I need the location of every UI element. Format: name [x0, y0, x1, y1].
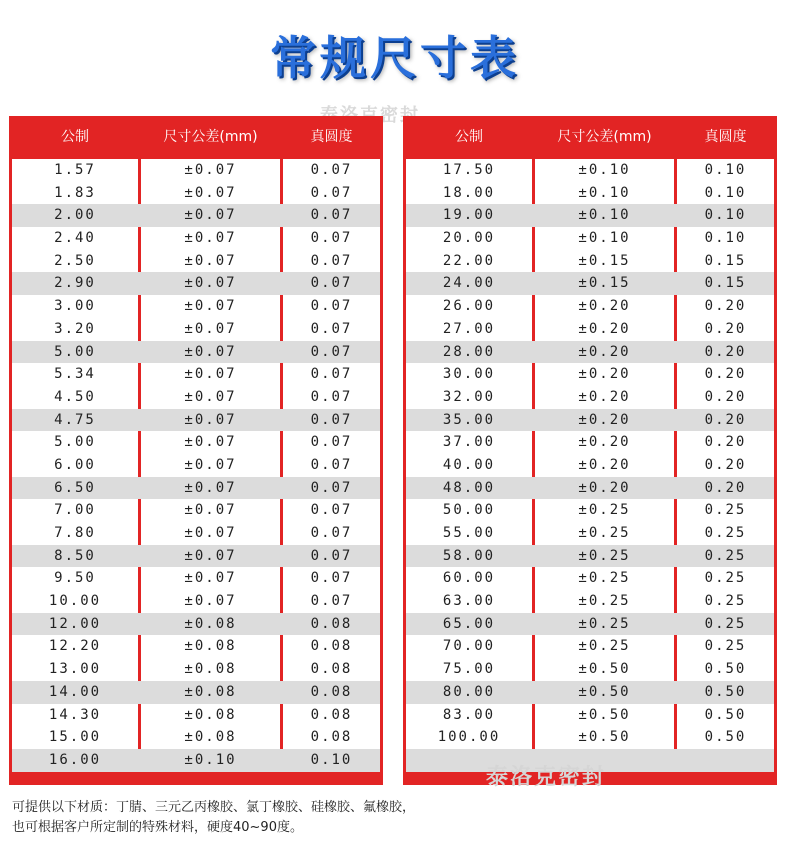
cell-tolerance: ±0.07: [184, 162, 237, 178]
cell-roundness: 0.20: [704, 388, 747, 405]
cell-metric: 60.00: [442, 570, 496, 587]
size-table-right: [403, 116, 777, 785]
table-row: [12, 204, 380, 227]
cell-metric: 65.00: [442, 615, 496, 632]
table-row: [12, 590, 380, 613]
cell-tolerance: ±0.20: [578, 366, 631, 383]
table-row: [406, 409, 774, 432]
cell-metric: 5.00: [54, 343, 96, 360]
cell-tolerance: ±0.07: [184, 184, 237, 201]
cell-roundness: 0.10: [704, 207, 747, 224]
cell-roundness: 0.07: [310, 184, 353, 201]
cell-tolerance: ±0.10: [578, 162, 631, 178]
cell-roundness: 0.20: [704, 479, 747, 496]
cell-tolerance: ±0.07: [184, 275, 237, 292]
table-row: [406, 431, 774, 454]
cell-tolerance: ±0.07: [184, 343, 237, 360]
cell-metric: 15.00: [48, 729, 102, 746]
cell-metric: 58.00: [442, 547, 496, 564]
cell-roundness: 0.20: [704, 456, 747, 473]
table-row: [406, 613, 774, 636]
cell-metric: 83.00: [442, 706, 496, 723]
table-row: [12, 499, 380, 522]
cell-metric: 16.00: [48, 751, 102, 768]
cell-tolerance: ±0.07: [184, 570, 237, 587]
cell-metric: 40.00: [442, 456, 496, 473]
table-row: [406, 522, 774, 545]
size-table-left: [9, 116, 383, 785]
cell-metric: 50.00: [442, 502, 496, 519]
cell-roundness: 0.20: [704, 411, 747, 428]
cell-metric: 2.00: [54, 207, 96, 224]
table-row: [406, 477, 774, 500]
cell-metric: 8.50: [54, 547, 96, 564]
table-row: [406, 658, 774, 681]
cell-metric: 28.00: [442, 343, 496, 360]
cell-tolerance: ±0.08: [184, 683, 237, 700]
cell-roundness: 0.10: [704, 162, 747, 178]
cell-tolerance: ±0.07: [184, 252, 237, 269]
cell-metric: 14.00: [48, 683, 102, 700]
cell-metric: 6.50: [54, 479, 96, 496]
cell-roundness: 0.08: [310, 706, 353, 723]
cell-tolerance: ±0.20: [578, 479, 631, 496]
cell-roundness: 0.07: [310, 502, 353, 519]
cell-metric: 48.00: [442, 479, 496, 496]
table-row: [12, 749, 380, 772]
cell-roundness: 0.07: [310, 547, 353, 564]
table-row: [12, 545, 380, 568]
table-row: [406, 635, 774, 658]
table-row: [406, 250, 774, 273]
table-row: [12, 363, 380, 386]
cell-metric: 35.00: [442, 411, 496, 428]
header-roundness: 真圆度: [704, 129, 747, 145]
cell-metric: 75.00: [442, 661, 496, 678]
cell-metric: 26.00: [442, 298, 496, 315]
cell-tolerance: ±0.08: [184, 615, 237, 632]
cell-roundness: 0.50: [704, 683, 747, 700]
cell-metric: 7.80: [54, 525, 96, 541]
cell-roundness: 0.25: [704, 547, 747, 564]
cell-roundness: 0.25: [704, 638, 747, 655]
cell-roundness: 0.10: [310, 751, 353, 768]
cell-roundness: 0.25: [704, 570, 747, 587]
cell-metric: 5.34: [54, 366, 96, 383]
table-row: [406, 295, 774, 318]
cell-roundness: 0.08: [310, 638, 353, 655]
cell-roundness: 0.07: [310, 434, 353, 451]
page-title: 常规尺寸表: [270, 31, 520, 85]
cell-tolerance: ±0.20: [578, 298, 631, 315]
table-row: [12, 431, 380, 454]
cell-roundness: 0.07: [310, 593, 353, 610]
cell-metric: 55.00: [442, 525, 496, 541]
cell-roundness: 0.20: [704, 366, 747, 383]
cell-tolerance: ±0.25: [578, 593, 631, 610]
cell-roundness: 0.20: [704, 320, 747, 337]
table-row: [406, 272, 774, 295]
cell-roundness: 0.20: [704, 298, 747, 315]
cell-roundness: 0.25: [704, 502, 747, 519]
cell-roundness: 0.07: [310, 479, 353, 496]
cell-metric: 5.00: [54, 434, 96, 451]
material-note: 可提供以下材质：丁腈、三元乙丙橡胶、氯丁橡胶、硅橡胶、氟橡胶，: [12, 800, 416, 815]
table-row: [12, 726, 380, 749]
cell-roundness: 0.07: [310, 525, 353, 541]
cell-roundness: 0.07: [310, 275, 353, 292]
table-row: [12, 658, 380, 681]
cell-tolerance: ±0.07: [184, 456, 237, 473]
table-row: [406, 726, 774, 749]
table-row: [12, 250, 380, 273]
cell-metric: 2.90: [54, 275, 96, 292]
cell-roundness: 0.07: [310, 343, 353, 360]
cell-roundness: 0.08: [310, 729, 353, 746]
cell-tolerance: ±0.20: [578, 343, 631, 360]
table-header: [9, 116, 383, 159]
cell-roundness: 0.10: [704, 184, 747, 201]
cell-roundness: 0.07: [310, 570, 353, 587]
cell-roundness: 0.15: [704, 275, 747, 292]
table-row: [406, 499, 774, 522]
cell-metric: 18.00: [442, 184, 496, 201]
cell-metric: 63.00: [442, 593, 496, 610]
table-row: [406, 704, 774, 727]
table-row: [12, 635, 380, 658]
cell-tolerance: ±0.07: [184, 388, 237, 405]
cell-metric: 12.20: [48, 638, 102, 655]
cell-metric: 100.00: [437, 729, 501, 746]
cell-roundness: 0.07: [310, 456, 353, 473]
table-row: [12, 522, 380, 545]
cell-tolerance: ±0.07: [184, 207, 237, 224]
cell-tolerance: ±0.25: [578, 638, 631, 655]
cell-metric: 4.75: [54, 411, 96, 428]
cell-roundness: 0.08: [310, 683, 353, 700]
cell-metric: 2.40: [54, 230, 96, 247]
table-row: [406, 681, 774, 704]
cell-tolerance: ±0.25: [578, 570, 631, 587]
cell-roundness: 0.25: [704, 525, 747, 541]
table-row: [12, 681, 380, 704]
cell-roundness: 0.07: [310, 320, 353, 337]
cell-tolerance: ±0.10: [578, 207, 631, 224]
cell-metric: 19.00: [442, 207, 496, 224]
table-row: [406, 567, 774, 590]
cell-tolerance: ±0.07: [184, 502, 237, 519]
cell-tolerance: ±0.08: [184, 638, 237, 655]
cell-roundness: 0.07: [310, 162, 353, 178]
cell-roundness: 0.15: [704, 252, 747, 269]
cell-roundness: 0.07: [310, 388, 353, 405]
table-row: [12, 272, 380, 295]
cell-metric: 6.00: [54, 456, 96, 473]
cell-metric: 32.00: [442, 388, 496, 405]
table-row: [12, 182, 380, 205]
cell-tolerance: ±0.20: [578, 456, 631, 473]
cell-metric: 3.00: [54, 298, 96, 315]
cell-tolerance: ±0.25: [578, 502, 631, 519]
cell-roundness: 0.07: [310, 366, 353, 383]
table-row: [12, 704, 380, 727]
cell-tolerance: ±0.08: [184, 661, 237, 678]
table-row: [12, 613, 380, 636]
table-row: [12, 341, 380, 364]
cell-roundness: 0.07: [310, 298, 353, 315]
cell-metric: 3.20: [54, 320, 96, 337]
table-row: [406, 204, 774, 227]
cell-roundness: 0.08: [310, 615, 353, 632]
cell-roundness: 0.50: [704, 729, 747, 746]
table-row: [406, 386, 774, 409]
cell-tolerance: ±0.20: [578, 320, 631, 337]
cell-tolerance: ±0.50: [578, 661, 631, 678]
cell-roundness: 0.20: [704, 343, 747, 360]
cell-roundness: 0.07: [310, 207, 353, 224]
header-tolerance: 尺寸公差(mm): [557, 129, 652, 145]
table-row: [12, 295, 380, 318]
cell-tolerance: ±0.10: [578, 184, 631, 201]
cell-metric: 70.00: [442, 638, 496, 655]
table-row: [406, 454, 774, 477]
cell-metric: 20.00: [442, 230, 496, 247]
cell-roundness: 0.08: [310, 661, 353, 678]
cell-tolerance: ±0.07: [184, 298, 237, 315]
cell-metric: 12.00: [48, 615, 102, 632]
cell-tolerance: ±0.08: [184, 729, 237, 746]
table-row: [12, 409, 380, 432]
cell-tolerance: ±0.10: [578, 230, 631, 247]
cell-tolerance: ±0.08: [184, 706, 237, 723]
table-row: [406, 341, 774, 364]
cell-tolerance: ±0.20: [578, 434, 631, 451]
cell-roundness: 0.50: [704, 706, 747, 723]
header-metric: 公制: [61, 129, 89, 145]
cell-metric: 27.00: [442, 320, 496, 337]
table-header: [403, 116, 777, 159]
cell-roundness: 0.07: [310, 411, 353, 428]
cell-tolerance: ±0.20: [578, 388, 631, 405]
cell-tolerance: ±0.25: [578, 547, 631, 564]
cell-tolerance: ±0.07: [184, 366, 237, 383]
cell-roundness: 0.25: [704, 593, 747, 610]
table-row: [406, 227, 774, 250]
cell-metric: 7.00: [54, 502, 96, 519]
cell-tolerance: ±0.10: [184, 751, 237, 768]
header-roundness: 真圆度: [310, 129, 353, 145]
cell-tolerance: ±0.07: [184, 479, 237, 496]
watermark-bottom: 泰洛克密封: [486, 765, 607, 790]
cell-tolerance: ±0.07: [184, 547, 237, 564]
cell-roundness: [677, 749, 774, 772]
cell-roundness: 0.07: [310, 230, 353, 247]
cell-tolerance: ±0.07: [184, 411, 237, 428]
cell-metric: 13.00: [48, 661, 102, 678]
table-row: [12, 227, 380, 250]
cell-tolerance: ±0.07: [184, 593, 237, 610]
cell-metric: 22.00: [442, 252, 496, 269]
table-row: [406, 159, 774, 182]
table-row: [406, 363, 774, 386]
cell-metric: 2.50: [54, 252, 96, 269]
header-metric: 公制: [455, 129, 483, 145]
table-row: [406, 318, 774, 341]
cell-metric: 4.50: [54, 388, 96, 405]
cell-tolerance: ±0.25: [578, 615, 631, 632]
cell-tolerance: ±0.50: [578, 729, 631, 746]
cell-metric: 9.50: [54, 570, 96, 587]
cell-roundness: 0.10: [704, 230, 747, 247]
table-row: [406, 590, 774, 613]
cell-metric: 80.00: [442, 683, 496, 700]
table-row: [406, 545, 774, 568]
cell-roundness: 0.20: [704, 434, 747, 451]
cell-metric: 30.00: [442, 366, 496, 383]
cell-tolerance: ±0.07: [184, 320, 237, 337]
cell-metric: 14.30: [48, 706, 102, 723]
table-body: [406, 159, 774, 772]
table-row: [12, 318, 380, 341]
cell-roundness: 0.07: [310, 252, 353, 269]
cell-tolerance: ±0.15: [578, 275, 631, 292]
cell-tolerance: ±0.20: [578, 411, 631, 428]
cell-tolerance: ±0.50: [578, 683, 631, 700]
table-row: [12, 477, 380, 500]
hardness-note: 也可根据客户所定制的特殊材料，硬度40~90度。: [12, 820, 303, 835]
cell-tolerance: ±0.15: [578, 252, 631, 269]
cell-tolerance: ±0.07: [184, 434, 237, 451]
cell-metric: 17.50: [442, 162, 496, 178]
table-row: [406, 182, 774, 205]
cell-metric: 1.57: [54, 162, 96, 178]
table-row: [12, 159, 380, 182]
cell-metric: 1.83: [54, 184, 96, 201]
cell-metric: 37.00: [442, 434, 496, 451]
table-row: [12, 454, 380, 477]
cell-tolerance: ±0.07: [184, 525, 237, 541]
cell-roundness: 0.25: [704, 615, 747, 632]
cell-metric: 24.00: [442, 275, 496, 292]
header-tolerance: 尺寸公差(mm): [163, 129, 258, 145]
cell-tolerance: ±0.25: [578, 525, 631, 541]
cell-tolerance: ±0.07: [184, 230, 237, 247]
cell-tolerance: ±0.50: [578, 706, 631, 723]
cell-metric: 10.00: [48, 593, 102, 610]
table-body: [12, 159, 380, 772]
table-row: [12, 386, 380, 409]
cell-roundness: 0.50: [704, 661, 747, 678]
table-row: [12, 567, 380, 590]
